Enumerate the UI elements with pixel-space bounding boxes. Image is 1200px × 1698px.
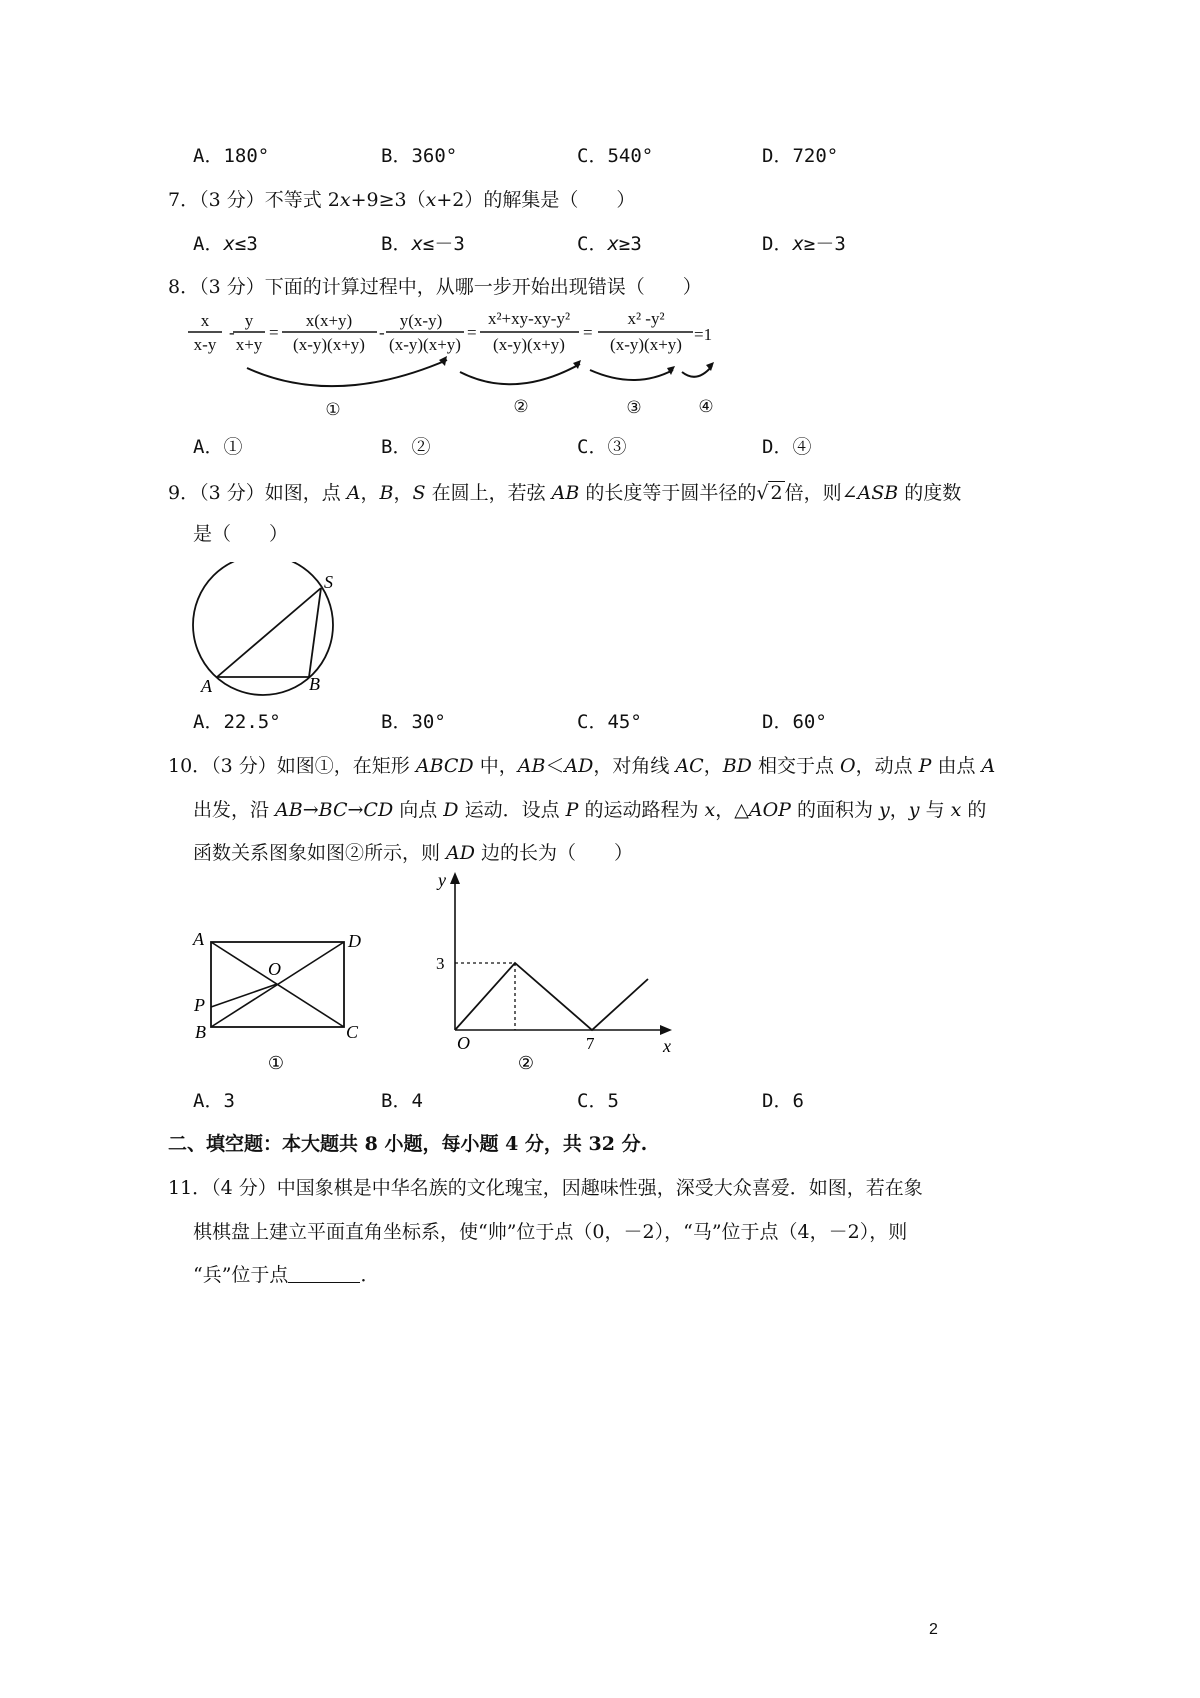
q10-fig1-label-d: D <box>348 931 361 951</box>
q8-option-a: A．① <box>193 436 243 458</box>
q10-fig1-label-o: O <box>268 959 281 979</box>
q7-stem: 7．（3 分）不等式 2x+9≥3（x+2）的解集是（ ） <box>168 189 636 211</box>
q7-option-a: A．x≤3 <box>193 233 258 255</box>
section-2-title: 二、填空题：本大题共 8 小题，每小题 4 分，共 32 分. <box>168 1133 648 1155</box>
q10-stem-line2: 出发，沿 AB→BC→CD 向点 D 运动．设点 P 的运动路程为 x，△AOP 的面积为 y，y 与 x 的 <box>193 799 987 821</box>
q8-eq2: = <box>467 323 477 342</box>
q8-frac1-num: x <box>200 311 210 330</box>
q8-arrow-4 <box>682 366 712 377</box>
q6-option-d: D．720° <box>762 145 839 167</box>
q10-rectangle-figure <box>185 925 370 1080</box>
q9-stem-line1: 9．（3 分）如图，点 A，B，S 在圆上，若弦 AB 的长度等于圆半径的√ 2 倍，则∠ASB 的度数 <box>168 482 962 504</box>
q8-arrow-3 <box>590 370 673 380</box>
q9-option-d: D．60° <box>762 711 827 733</box>
q9-label-s: S <box>324 572 333 592</box>
q8-result: =1 <box>694 325 713 344</box>
q10-graph-figure <box>418 866 693 1081</box>
q10-option-d: D．6 <box>762 1090 804 1112</box>
q10-option-a: A．3 <box>193 1090 235 1112</box>
q10-fig1-label-b: B <box>195 1022 206 1042</box>
q10-option-c: C．5 <box>577 1090 619 1112</box>
q7-option-c: C．x≥3 <box>577 233 642 255</box>
q11-stem-line1: 11．（4 分）中国象棋是中华名族的文化瑰宝，因趣味性强，深受大众喜爱．如图，若在象 <box>168 1177 923 1199</box>
q9-circle-figure <box>185 562 355 697</box>
q8-option-d: D．④ <box>762 436 812 458</box>
q10-fig2-caption: ② <box>517 1053 535 1073</box>
q9-label-b: B <box>309 674 320 694</box>
q8-frac5-num: x²+xy-xy-y² <box>487 309 571 328</box>
q8-minus1: - <box>229 323 235 342</box>
q8-frac6-den: (x-y)(x+y) <box>610 335 682 354</box>
q8-arrow-2 <box>460 364 580 384</box>
q6-option-b: B．360° <box>381 145 458 167</box>
q10-stem-line3: 函数关系图象如图②所示，则 AD 边的长为（ ） <box>193 842 634 864</box>
q8-frac3-num: x(x+y) <box>305 311 353 330</box>
q8-step-1: ① <box>325 400 341 419</box>
q8-stem: 8．（3 分）下面的计算过程中，从哪一步开始出现错误（ ） <box>168 276 702 298</box>
q11-stem-line2: 棋棋盘上建立平面直角坐标系，使“帅”位于点（0，－2），“马”位于点（4，－2），则 <box>193 1221 908 1243</box>
q10-fig1-label-c: C <box>346 1022 359 1042</box>
q8-option-b: B．② <box>381 436 431 458</box>
q8-step-3: ③ <box>626 398 642 417</box>
q10-stem-line1: 10．（3 分）如图①，在矩形 ABCD 中，AB＜AD，对角线 AC，BD 相交于点 O，动点 P 由点 A <box>168 755 996 777</box>
q8-frac1-den: x-y <box>193 335 217 354</box>
q8-step-2: ② <box>513 397 529 416</box>
q9-label-a: A <box>201 676 212 696</box>
q8-expression-figure <box>185 308 745 426</box>
q8-frac2-den: x+y <box>235 335 263 354</box>
q8-minus2: - <box>379 323 385 342</box>
q9-stem-line2: 是（ ） <box>193 523 289 545</box>
q6-option-c: C．540° <box>577 145 654 167</box>
q10-fig1-label-a: A <box>193 929 204 949</box>
q8-step-4: ④ <box>698 397 714 416</box>
q9-option-a: A．22.5° <box>193 711 281 733</box>
q8-option-c: C．③ <box>577 436 627 458</box>
q10-fig2-tick-7: 7 <box>586 1034 595 1053</box>
q8-eq3: = <box>583 323 593 342</box>
q9-option-b: B．30° <box>381 711 446 733</box>
q6-option-a: A．180° <box>193 145 270 167</box>
q7-option-b: B．x≤－3 <box>381 233 465 255</box>
q8-frac3-den: (x-y)(x+y) <box>293 335 365 354</box>
q8-frac6-num: x² -y² <box>627 309 665 328</box>
q10-fig2-label-x: x <box>663 1036 671 1056</box>
q10-fig2-tick-3: 3 <box>436 954 445 973</box>
sqrt-two: √ 2 <box>756 482 783 504</box>
q11-answer-blank <box>288 1262 360 1283</box>
q8-eq1: = <box>269 323 279 342</box>
q8-frac5-den: (x-y)(x+y) <box>493 335 565 354</box>
q8-frac4-den: (x-y)(x+y) <box>389 335 461 354</box>
q10-option-b: B．4 <box>381 1090 423 1112</box>
q8-frac4-num: y(x-y) <box>399 311 443 330</box>
page-number: 2 <box>929 1621 938 1638</box>
q10-fig1-label-p: P <box>194 995 205 1015</box>
q7-option-d: D．x≥－3 <box>762 233 846 255</box>
q11-stem-line3: “兵”位于点 ． <box>193 1264 380 1286</box>
q9-option-c: C．45° <box>577 711 642 733</box>
q10-fig1-caption: ① <box>267 1053 285 1073</box>
q8-arrow-1 <box>247 360 447 386</box>
q8-frac2-num: y <box>244 311 254 330</box>
q10-fig2-label-o: O <box>457 1033 470 1053</box>
q10-fig2-label-y: y <box>438 870 446 890</box>
